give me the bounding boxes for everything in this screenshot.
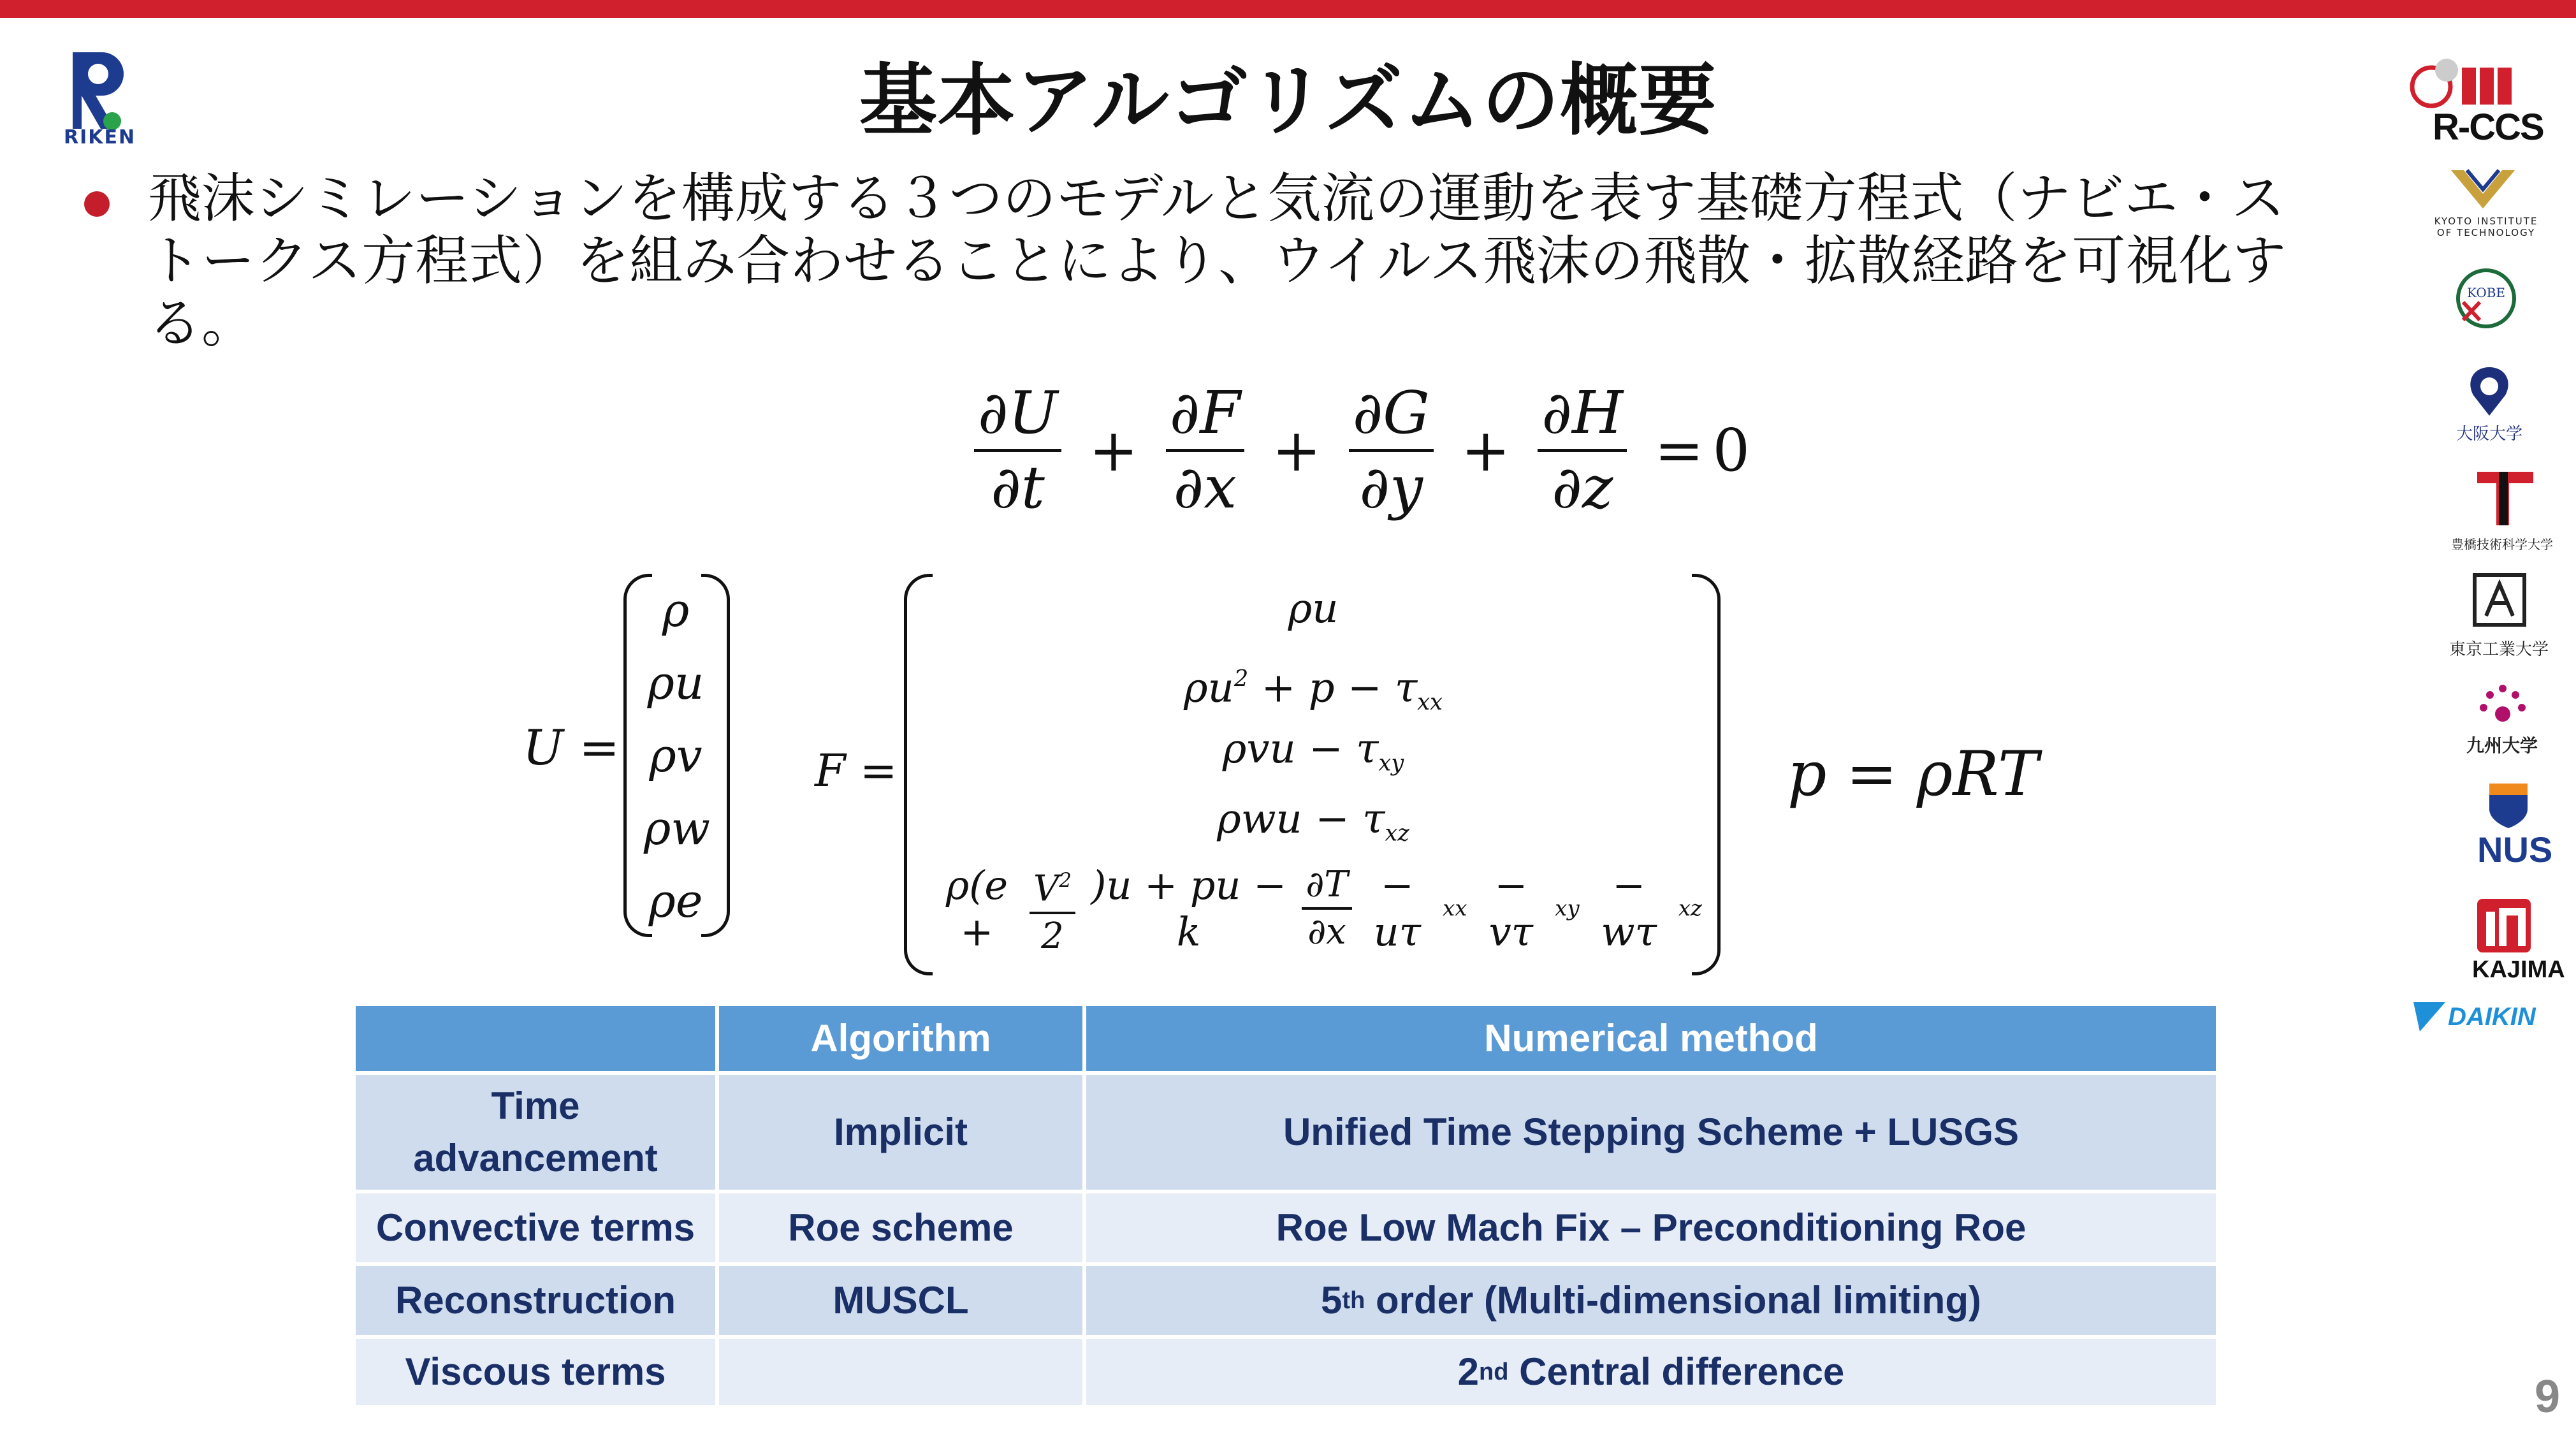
dG-dy: $\frac{\partial G}{\partial y}$: [1349, 377, 1434, 523]
row-method: Roe Low Mach Fix – Preconditioning Roe: [1086, 1193, 2216, 1266]
row-algorithm: MUSCL: [719, 1266, 1086, 1339]
bullet-line-1: 飛沫シミレーションを構成する３つのモデルと気流の運動を表す基礎方程式（ナビエ・ス: [148, 167, 2285, 230]
tokyotech-logo-icon: [2471, 571, 2528, 629]
bullet-line-2: トークス方程式）を組み合わせることにより、ウイルス飛沫の飛散・拡散経路を可視化する。: [148, 230, 2287, 354]
row-method: 5 th order (Multi-dimensional limiting): [1086, 1266, 2216, 1339]
kyushu-logo-text: 九州大学: [2466, 735, 2538, 756]
conservation-equation: $\frac{\partial U}{\partial t}$ + $\frac{\partial F}{\partial x}$ + $\frac{\partial G}{\partial y}$ + $\frac{\partial H}{\partial z}$ = 0: [974, 377, 1750, 523]
bullet-marker: [84, 191, 110, 217]
f-label: F =: [815, 745, 898, 797]
row-category: Convective terms: [356, 1193, 719, 1266]
toyohashi-logo-icon: [2473, 465, 2537, 529]
table-row: [356, 1266, 2216, 1339]
u-components: [644, 574, 708, 937]
row-algorithm: [719, 1339, 1086, 1409]
f-comp-1: $\rho u^2 + p - \tau_{xx}$: [1184, 664, 1443, 715]
f-comp-2: $\rho vu - \tau_{xy}$: [1222, 726, 1404, 777]
row-category: Reconstruction: [356, 1266, 719, 1339]
kyoto-logo-text: KYOTO INSTITUTE OF TECHNOLOGY: [2434, 215, 2538, 238]
f-comp-0: ρu: [1288, 585, 1339, 632]
page-number: 9: [2535, 1371, 2561, 1422]
f-comp-4: ρ(e + $\frac{V^2}{2}$ )u + pu − k $\frac{\partial T}{\partial x}$ − uτ xx − vτ xy − wτ xz: [924, 854, 1702, 963]
rhs-zero: 0: [1712, 416, 1750, 485]
riken-logo-text: RIKEN: [64, 126, 136, 149]
toyohashi-logo-text: 豊橋技術科学大学: [2451, 537, 2553, 552]
method-prefix: 2: [1457, 1350, 1480, 1393]
method-prefix: 5: [1321, 1279, 1343, 1322]
kajima-logo-text: KAJIMA: [2472, 956, 2565, 983]
f-comp-3: $\rho wu - \tau_{xz}$: [1217, 796, 1409, 847]
u-comp-1: ρu: [647, 656, 704, 710]
u-comp-0: ρ: [662, 583, 690, 637]
daikin-triangle-icon: [2413, 1002, 2445, 1032]
method-rest: Central difference: [1508, 1350, 1845, 1393]
method-rest: order (Multi-dimensional limiting): [1365, 1279, 1981, 1322]
tokyotech-logo-text: 東京工業大学: [2449, 640, 2549, 659]
daikin-logo-text: DAIKIN: [2448, 1002, 2536, 1031]
osaka-logo-text: 大阪大学: [2456, 425, 2522, 444]
kyushu-logo-icon: [2471, 676, 2535, 727]
kobe-logo-icon: [2454, 266, 2518, 330]
state-equation: p = ρRT: [1787, 738, 2039, 810]
u-label: U =: [523, 719, 620, 776]
kyoto-logo-icon: [2448, 167, 2518, 212]
table-header-row: [356, 1006, 2216, 1075]
header-cell-blank: [356, 1006, 719, 1075]
kajima-logo-icon: [2472, 893, 2536, 956]
table-row: [356, 1193, 2216, 1266]
bullet-text: [148, 167, 2379, 354]
svg-text:KOBE: KOBE: [2466, 285, 2506, 300]
header-cell-method: Numerical method: [1086, 1006, 2216, 1075]
nus-logo-text: NUS: [2477, 829, 2553, 870]
row-algorithm: Roe scheme: [719, 1193, 1086, 1266]
u-comp-2: ρv: [649, 729, 702, 782]
row-method: 2 nd Central difference: [1086, 1339, 2216, 1409]
dU-dt: $\frac{\partial U}{\partial t}$: [974, 377, 1061, 523]
header-cell-algorithm: Algorithm: [719, 1006, 1086, 1075]
dH-dz: $\frac{\partial H}{\partial z}$: [1538, 377, 1627, 523]
u-comp-3: ρw: [644, 801, 710, 855]
rccs-logo-text: R-CCS: [2433, 106, 2543, 148]
dF-dx: $\frac{\partial F}{\partial x}$: [1166, 377, 1244, 523]
algorithm-table: [356, 1006, 2216, 1409]
top-accent-bar: [0, 0, 2576, 18]
u-comp-4: ρe: [648, 874, 703, 928]
row-algorithm: Implicit: [719, 1075, 1086, 1193]
f-components: [924, 574, 1702, 963]
table-row: [356, 1075, 2216, 1193]
table-row: [356, 1339, 2216, 1409]
daikin-logo: [2413, 1002, 2536, 1032]
row-method: Unified Time Stepping Scheme + LUSGS: [1086, 1075, 2216, 1193]
osaka-logo-icon: [2461, 362, 2518, 419]
row-category: Time advancement: [356, 1075, 719, 1193]
slide-title: 基本アルゴリズムの概要: [859, 55, 1717, 146]
nus-crest-icon: [2486, 780, 2531, 831]
rccs-logo-icon: [2410, 57, 2524, 108]
row-category: Viscous terms: [356, 1339, 719, 1409]
